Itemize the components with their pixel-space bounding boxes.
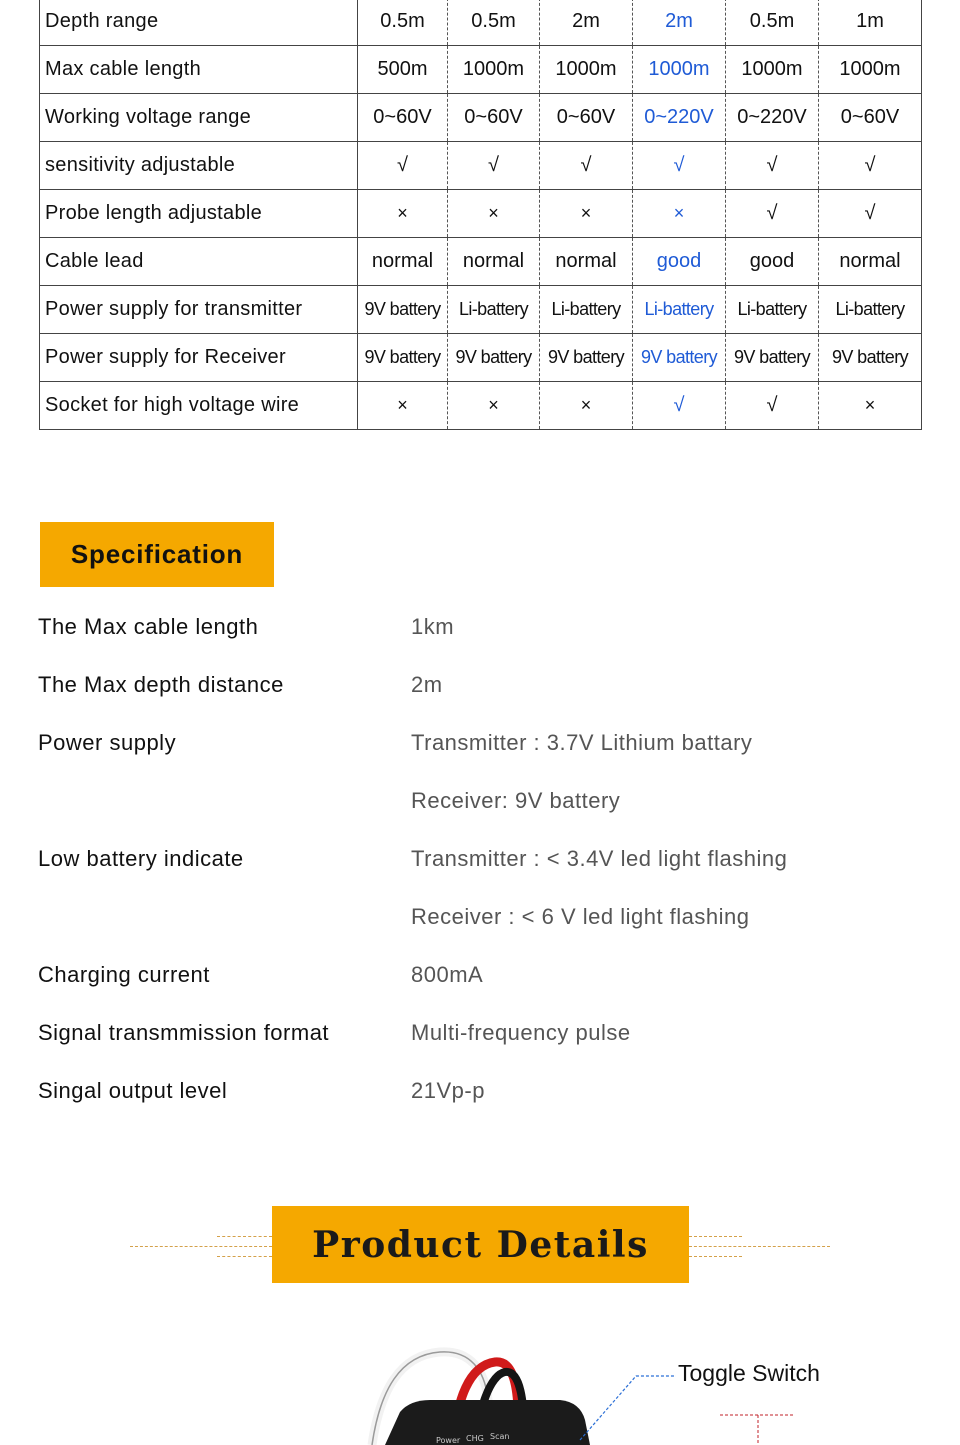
table-cell: 0~220V — [633, 94, 726, 142]
table-cell: × — [448, 190, 540, 238]
table-cell: 9V battery — [633, 334, 726, 382]
table-cell: 0.5m — [358, 0, 448, 46]
table-cell: √ — [633, 382, 726, 430]
spec-label: Power supply — [38, 730, 177, 755]
row-label: Cable lead — [40, 238, 358, 286]
table-cell: normal — [540, 238, 633, 286]
table-row — [40, 46, 922, 94]
table-cell: 9V battery — [358, 286, 448, 334]
toggle-switch-label: Toggle Switch — [678, 1360, 820, 1386]
divider-line — [689, 1256, 742, 1257]
product-image — [0, 1330, 960, 1445]
table-cell: √ — [540, 142, 633, 190]
device-body — [385, 1400, 590, 1445]
table-cell: Li-battery — [819, 286, 922, 334]
table-cell: 0.5m — [726, 0, 819, 46]
table-cell: 9V battery — [726, 334, 819, 382]
table-cell: √ — [448, 142, 540, 190]
divider-line — [689, 1246, 830, 1247]
table-row — [40, 94, 922, 142]
guide-line — [720, 1415, 795, 1445]
divider-line — [689, 1236, 742, 1237]
table-cell: 9V battery — [819, 334, 922, 382]
table-cell: √ — [726, 190, 819, 238]
table-cell: 1000m — [633, 46, 726, 94]
spec-value: 21Vp-p — [411, 1078, 485, 1103]
table-cell: 1000m — [819, 46, 922, 94]
divider-line — [217, 1256, 272, 1257]
table-cell: 9V battery — [540, 334, 633, 382]
spec-value: Receiver : < 6 V led light flashing — [411, 904, 750, 929]
table-cell: normal — [819, 238, 922, 286]
device-label-scan: Scan — [490, 1432, 510, 1441]
table-row — [40, 334, 922, 382]
table-cell: √ — [358, 142, 448, 190]
table-cell: 9V battery — [358, 334, 448, 382]
table-cell: √ — [819, 190, 922, 238]
table-cell: 0~220V — [726, 94, 819, 142]
row-label: Working voltage range — [40, 94, 358, 142]
table-row — [40, 238, 922, 286]
row-label: Power supply for Receiver — [40, 334, 358, 382]
spec-label: The Max cable length — [38, 614, 259, 639]
table-cell: normal — [448, 238, 540, 286]
device-label-chg: CHG — [466, 1434, 484, 1443]
table-cell: 9V battery — [448, 334, 540, 382]
table-row — [40, 190, 922, 238]
spec-label: Low battery indicate — [38, 846, 244, 871]
row-label: Probe length adjustable — [40, 190, 358, 238]
table-cell: 1000m — [540, 46, 633, 94]
table-cell: 0~60V — [540, 94, 633, 142]
comparison-table — [39, 0, 922, 430]
table-cell: Li-battery — [448, 286, 540, 334]
table-cell: 0.5m — [448, 0, 540, 46]
table-cell: √ — [726, 382, 819, 430]
table-cell: Li-battery — [540, 286, 633, 334]
table-cell: good — [726, 238, 819, 286]
spec-label: The Max depth distance — [38, 672, 284, 697]
table-cell: normal — [358, 238, 448, 286]
row-label: sensitivity adjustable — [40, 142, 358, 190]
table-cell: × — [540, 190, 633, 238]
spec-value: Receiver: 9V battery — [411, 788, 621, 813]
table-cell: 1000m — [448, 46, 540, 94]
table-cell: × — [633, 190, 726, 238]
spec-value: Multi-frequency pulse — [411, 1020, 631, 1045]
device-label-power: Power — [436, 1436, 461, 1445]
table-cell: × — [358, 190, 448, 238]
row-label: Socket for high voltage wire — [40, 382, 358, 430]
table-cell: 0~60V — [819, 94, 922, 142]
spec-label: Charging current — [38, 962, 210, 987]
table-cell: 2m — [633, 0, 726, 46]
table-cell: √ — [726, 142, 819, 190]
callout-line — [580, 1376, 676, 1440]
table-cell: Li-battery — [726, 286, 819, 334]
table-cell: × — [819, 382, 922, 430]
divider-line — [130, 1246, 272, 1247]
table-cell: √ — [819, 142, 922, 190]
table-cell: Li-battery — [633, 286, 726, 334]
spec-value: 1km — [411, 614, 455, 639]
table-cell: 500m — [358, 46, 448, 94]
row-label: Power supply for transmitter — [40, 286, 358, 334]
table-cell: 1m — [819, 0, 922, 46]
spec-value: Transmitter : < 3.4V led light flashing — [411, 846, 788, 871]
table-cell: √ — [633, 142, 726, 190]
table-cell: 0~60V — [358, 94, 448, 142]
table-cell: 2m — [540, 0, 633, 46]
spec-value: 800mA — [411, 962, 484, 987]
table-row — [40, 286, 922, 334]
row-label: Depth range — [40, 0, 358, 46]
table-row — [40, 0, 922, 46]
table-row — [40, 142, 922, 190]
table-cell: good — [633, 238, 726, 286]
row-label: Max cable length — [40, 46, 358, 94]
spec-value: 2m — [411, 672, 443, 697]
spec-value: Transmitter : 3.7V Lithium battary — [411, 730, 753, 755]
table-cell: 1000m — [726, 46, 819, 94]
table-row — [40, 382, 922, 430]
specification-header: Specification — [40, 522, 274, 587]
table-cell: 0~60V — [448, 94, 540, 142]
table-cell: × — [358, 382, 448, 430]
product-details-banner: Product Details — [272, 1206, 689, 1283]
spec-label: Signal transmmission format — [38, 1020, 330, 1045]
table-cell: × — [540, 382, 633, 430]
divider-line — [217, 1236, 272, 1237]
table-cell: × — [448, 382, 540, 430]
spec-label: Singal output level — [38, 1078, 228, 1103]
